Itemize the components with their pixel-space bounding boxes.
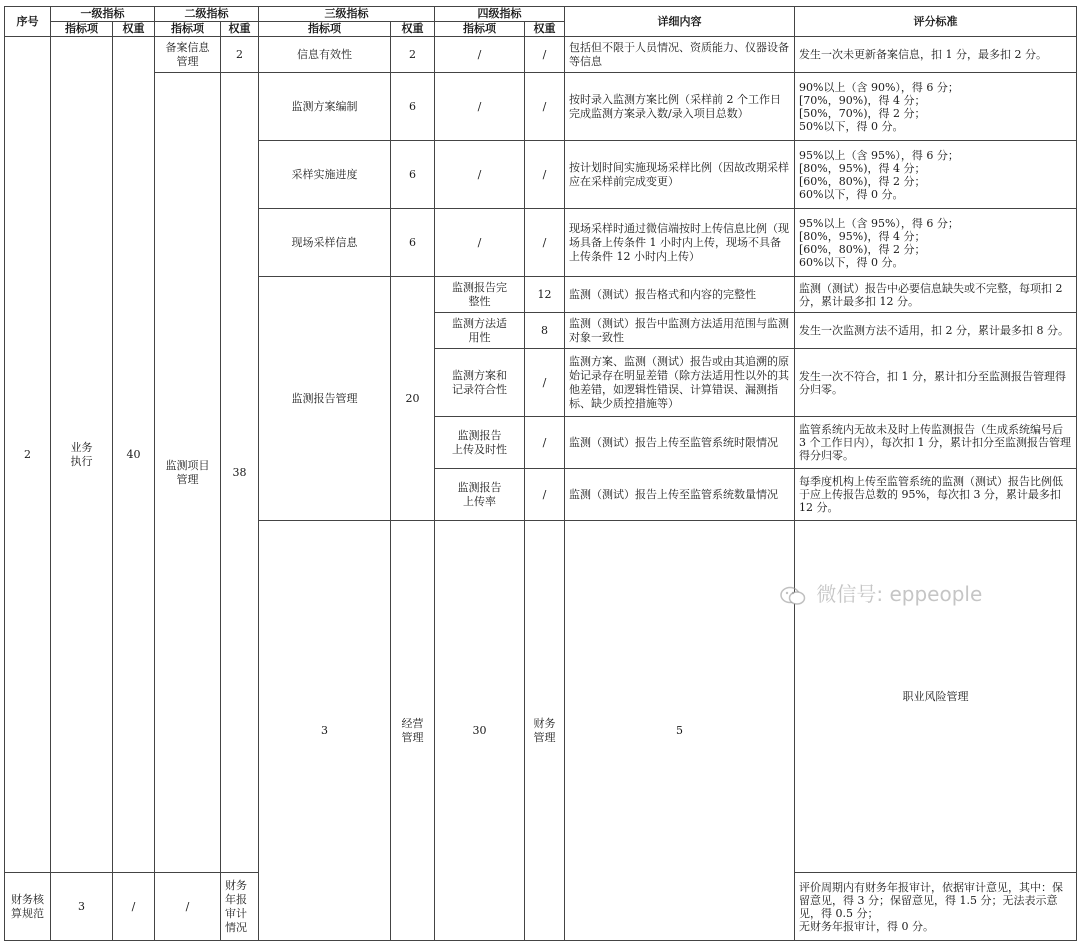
evaluation-index-table <box>4 6 1077 941</box>
header-level2: 二级指标 <box>155 7 259 22</box>
l4-name-cell: / <box>435 73 525 141</box>
l3-weight-cell: 6 <box>391 209 435 277</box>
l4-name-cell <box>435 277 525 313</box>
l2-weight-cell: 38 <box>221 73 259 873</box>
l3-name-cell: 财务核算规范 <box>5 873 51 941</box>
l2-name-cell: 财务管理 <box>525 521 565 941</box>
l1-weight-cell: 40 <box>113 37 155 873</box>
l4-weight-cell: 12 <box>525 277 565 313</box>
l4-name-text: 监测报告 上传率 <box>457 480 502 508</box>
criteria-cell: 发生一次监测方法不适用，扣 2 分，累计最多扣 8 分。 <box>795 313 1077 349</box>
l4-name-cell: / <box>435 37 525 73</box>
detail-cell: 包括但不限于人员情况、资质能力、仪器设备等信息 <box>565 37 795 73</box>
header-l4-item: 指标项 <box>435 22 525 37</box>
l2-name-cell <box>155 73 221 873</box>
l3-weight-cell: 3 <box>51 873 113 941</box>
l4-weight-cell: / <box>525 37 565 73</box>
l4-weight-cell: / <box>155 873 221 941</box>
table-row <box>5 73 1077 141</box>
l4-weight-cell: 8 <box>525 313 565 349</box>
header-l3-item: 指标项 <box>259 22 391 37</box>
criteria-cell: 监测（测试）报告中必要信息缺失或不完整，每项扣 2 分，累计最多扣 12 分。 <box>795 277 1077 313</box>
l4-name-cell <box>435 417 525 469</box>
l3-weight-cell: 6 <box>391 141 435 209</box>
detail-cell: 按计划时间实施现场采样比例（因故改期采样应在采样前完成变更） <box>565 141 795 209</box>
l3-name-cell: 监测方案编制 <box>259 73 391 141</box>
detail-cell: 财务年报审计情况 <box>221 873 259 941</box>
criteria-text: 95%以上（含 95%），得 6 分； [80%，95%)，得 4 分； [60%，80%)，得 2 分； 60%以下，得 0 分。 <box>799 148 959 201</box>
l3-name-cell: 监测报告管理 <box>259 277 391 521</box>
header-level4: 四级指标 <box>435 7 565 22</box>
l3-name-cell: 信息有效性 <box>259 37 391 73</box>
criteria-cell <box>795 873 1077 941</box>
header-level3: 三级指标 <box>259 7 435 22</box>
l4-weight-cell: / <box>525 73 565 141</box>
detail-cell: 监测（测试）报告格式和内容的完整性 <box>565 277 795 313</box>
header-l2-weight: 权重 <box>221 22 259 37</box>
criteria-cell <box>795 209 1077 277</box>
criteria-cell: 发生一次未更新备案信息，扣 1 分，最多扣 2 分。 <box>795 37 1077 73</box>
criteria-cell: 每季度机构上传至监管系统的监测（测试）报告比例低于应上传报告总数的 95%，每次扣 3 分，累计最多扣 12 分。 <box>795 469 1077 521</box>
index-table-container <box>4 6 1077 941</box>
l4-name-cell: / <box>113 873 155 941</box>
l4-name-cell: / <box>435 141 525 209</box>
header-criteria: 评分标准 <box>795 7 1077 37</box>
l1-name-cell <box>51 37 113 873</box>
l4-name-cell <box>435 349 525 417</box>
detail-cell: 监测（测试）报告上传至监管系统时限情况 <box>565 417 795 469</box>
l4-name-text: 监测报告 上传及时性 <box>452 428 507 456</box>
l4-name-cell <box>435 313 525 349</box>
l2-weight-cell: 2 <box>221 37 259 73</box>
l4-name-cell: / <box>435 209 525 277</box>
header-seq: 序号 <box>5 7 51 37</box>
l1-name-text: 经营 管理 <box>401 716 424 744</box>
detail-cell: 按时录入监测方案比例（采样前 2 个工作日完成监测方案录入数/录入项目总数） <box>565 73 795 141</box>
l4-name-text: 监测方法适 用性 <box>452 316 507 344</box>
header-l2-item: 指标项 <box>155 22 221 37</box>
l3-name-cell: 采样实施进度 <box>259 141 391 209</box>
l4-weight-cell: / <box>525 209 565 277</box>
header-detail: 详细内容 <box>565 7 795 37</box>
l4-weight-cell: / <box>525 349 565 417</box>
detail-cell: 监测（测试）报告上传至监管系统数量情况 <box>565 469 795 521</box>
seq-cell: 3 <box>259 521 391 941</box>
l1-name-text: 业务 执行 <box>70 440 93 468</box>
l2-name-cell <box>155 37 221 73</box>
l3-name-cell: 现场采样信息 <box>259 209 391 277</box>
l1-weight-cell: 30 <box>435 521 525 941</box>
l4-weight-cell: / <box>525 141 565 209</box>
l4-weight-cell: / <box>525 417 565 469</box>
detail-cell: 监测方案、监测（测试）报告或由其追溯的原始记录存在明显差错（除方法适用性以外的其他差错，如逻辑性错误、计算错误、漏测指标、缺少质控措施等） <box>565 349 795 417</box>
table-row <box>5 37 1077 73</box>
l3-weight-cell: 6 <box>391 73 435 141</box>
criteria-cell: 监管系统内无故未及时上传监测报告（生成系统编号后 3 个工作日内），每次扣 1 分，累计扣分至监测报告管理得分归零。 <box>795 417 1077 469</box>
criteria-cell <box>795 141 1077 209</box>
criteria-text: 95%以上（含 95%），得 6 分； [80%，95%)，得 4 分； [60%，80%)，得 2 分； 60%以下，得 0 分。 <box>799 216 959 269</box>
header-l1-weight: 权重 <box>113 22 155 37</box>
l2-name-text: 备案信息 管理 <box>165 40 210 68</box>
header-l4-weight: 权重 <box>525 22 565 37</box>
l2-weight-cell: 5 <box>565 521 795 941</box>
criteria-cell <box>795 73 1077 141</box>
criteria-text: 90%以上（含 90%），得 6 分； [70%，90%)，得 4 分； [50%，70%)，得 2 分； 50%以下，得 0 分。 <box>799 80 959 133</box>
l4-weight-cell: / <box>525 469 565 521</box>
l4-name-text: 监测方案和 记录符合性 <box>452 368 507 396</box>
header-level1: 一级指标 <box>51 7 155 22</box>
criteria-text: 评价周期内有财务年报审计，依据审计意见，其中：保留意见，得 3 分；保留意见，得 1.5 分；无法表示意见，得 0.5 分； 无财务年报审计，得 0 分。 <box>799 880 1063 933</box>
detail-cell: 现场采样时通过微信端按时上传信息比例（现场具备上传条件 1 小时内上传，现场不具备上传条件 12 小时内上传） <box>565 209 795 277</box>
criteria-cell: 发生一次不符合，扣 1 分，累计扣分至监测报告管理得分归零。 <box>795 349 1077 417</box>
l3-name-cell: 职业风险管理 <box>795 521 1077 873</box>
header-l3-weight: 权重 <box>391 22 435 37</box>
l3-weight-cell: 20 <box>391 277 435 521</box>
l4-name-cell <box>435 469 525 521</box>
l1-name-cell <box>391 521 435 941</box>
l4-name-text: 监测报告完 整性 <box>452 280 507 308</box>
seq-cell: 2 <box>5 37 51 873</box>
watermark-text: 微信号: eppeople <box>816 582 983 606</box>
header-row-1 <box>5 7 1077 22</box>
l3-weight-cell: 2 <box>391 37 435 73</box>
detail-cell: 监测（测试）报告中监测方法适用范围与监测对象一致性 <box>565 313 795 349</box>
header-l1-item: 指标项 <box>51 22 113 37</box>
l2-name-text: 监测项目 管理 <box>165 458 210 486</box>
